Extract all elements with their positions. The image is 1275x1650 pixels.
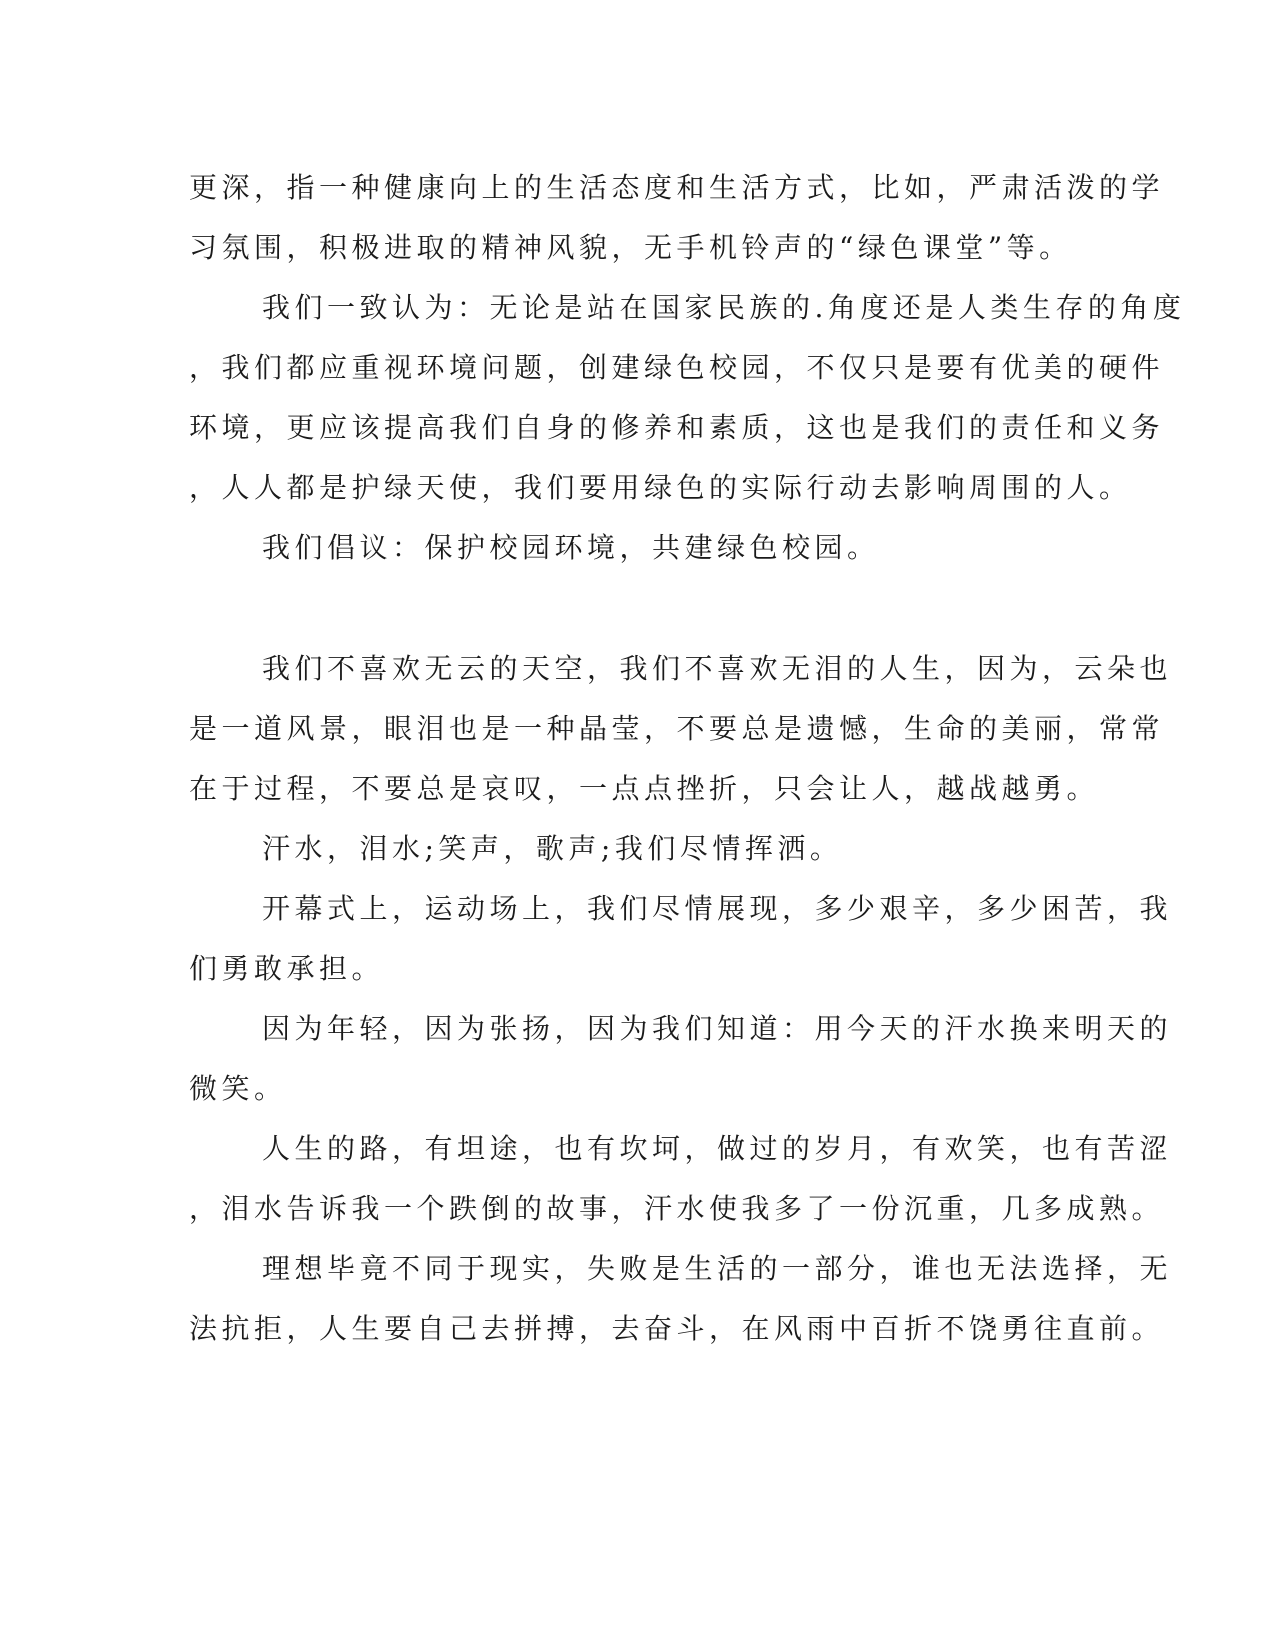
text-line: 在于过程，不要总是哀叹，一点点挫折，只会让人，越战越勇。 — [189, 772, 1100, 805]
paragraph-start-line: 我们不喜欢无云的天空，我们不喜欢无泪的人生，因为，云朵也 — [262, 652, 1173, 685]
text-line: ，我们都应重视环境问题，创建绿色校园，不仅只是要有优美的硬件 — [189, 351, 1165, 384]
text-line: 环境，更应该提高我们自身的修养和素质，这也是我们的责任和义务 — [189, 411, 1165, 444]
paragraph-start-line: 汗水，泪水;笑声，歌声;我们尽情挥洒。 — [262, 832, 843, 865]
text-line: ，泪水告诉我一个跌倒的故事，汗水使我多了一份沉重，几多成熟。 — [189, 1192, 1165, 1225]
text-line: 微笑。 — [189, 1072, 287, 1105]
paragraph-start-line: 我们倡议：保护校园环境，共建绿色校园。 — [262, 531, 880, 564]
paragraph-start-line: 理想毕竟不同于现实，失败是生活的一部分，谁也无法选择，无 — [262, 1252, 1173, 1285]
text-line: 是一道风景，眼泪也是一种晶莹，不要总是遗憾，生命的美丽，常常 — [189, 712, 1165, 745]
text-line: 习氛围，积极进取的精神风貌，无手机铃声的“绿色课堂”等。 — [189, 231, 1072, 264]
text-line: 们勇敢承担。 — [189, 952, 385, 985]
paragraph-start-line: 人生的路，有坦途，也有坎坷，做过的岁月，有欢笑，也有苦涩 — [262, 1132, 1173, 1165]
text-line: ，人人都是护绿天使，我们要用绿色的实际行动去影响周围的人。 — [189, 471, 1132, 504]
paragraph-start-line: 因为年轻，因为张扬，因为我们知道：用今天的汗水换来明天的 — [262, 1012, 1173, 1045]
text-line: 更深，指一种健康向上的生活态度和生活方式，比如，严肃活泼的学 — [189, 171, 1165, 204]
paragraph-start-line: 开幕式上，运动场上，我们尽情展现，多少艰辛，多少困苦，我 — [262, 892, 1173, 925]
paragraph-start-line: 我们一致认为：无论是站在国家民族的.角度还是人类生存的角度 — [262, 291, 1186, 324]
text-line: 法抗拒，人生要自己去拼搏，去奋斗，在风雨中百折不饶勇往直前。 — [189, 1312, 1165, 1345]
